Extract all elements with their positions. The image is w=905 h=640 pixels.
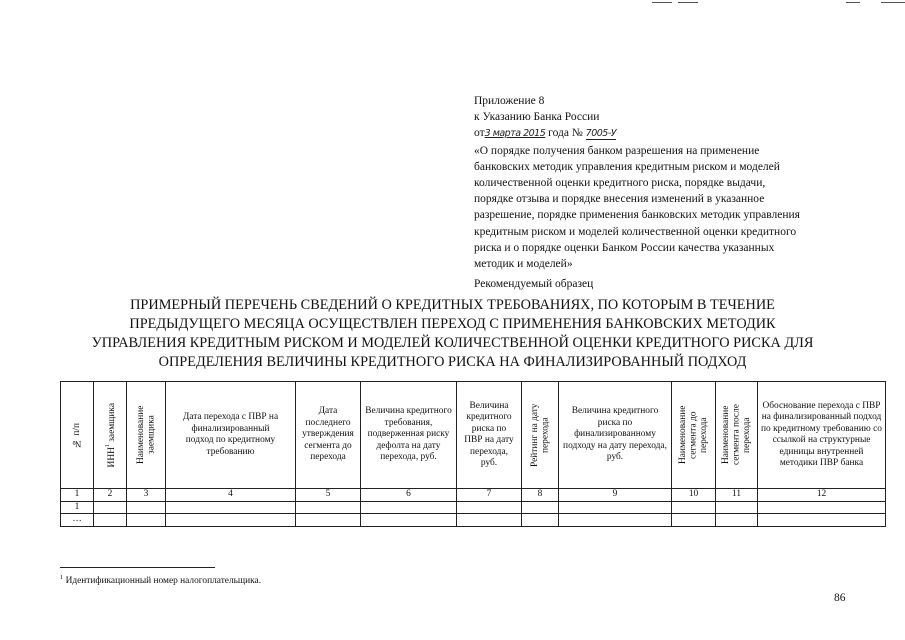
table-cell bbox=[559, 514, 672, 527]
appendix-quote-line: кредитным риском и моделей количественной оценки кредитного bbox=[474, 225, 797, 238]
inn-label-suffix: заемщика bbox=[106, 402, 117, 444]
handwritten-number: 7005-У bbox=[585, 128, 617, 140]
header-finalized-credit-risk: Величина кредитного риска по финализированному подходу на дату перехода, руб. bbox=[563, 406, 667, 463]
header-cell bbox=[758, 382, 886, 489]
header-cell bbox=[296, 382, 361, 489]
table-cell bbox=[522, 514, 559, 527]
table-cell bbox=[672, 501, 716, 514]
header-cell bbox=[61, 382, 94, 489]
column-number: 4 bbox=[166, 489, 296, 502]
header-rating: Рейтинг на дату перехода bbox=[529, 403, 550, 467]
header-cell bbox=[457, 382, 522, 489]
column-number: 10 bbox=[672, 489, 716, 502]
recommended-sample-label: Рекомендуемый образец bbox=[474, 278, 594, 290]
scan-mark bbox=[881, 2, 905, 3]
table-cell bbox=[716, 514, 758, 527]
table-cell bbox=[296, 514, 361, 527]
appendix-quote-line: банковских методик управления кредитным риском и моделей bbox=[474, 160, 780, 173]
row-number: … bbox=[61, 514, 94, 527]
footnote-separator bbox=[60, 567, 215, 568]
appendix-quote-line: риска и о порядке оценки Банком России качества указанных bbox=[474, 241, 775, 254]
date-mid: года № bbox=[545, 127, 586, 140]
appendix-date-line bbox=[474, 125, 874, 142]
table-cell bbox=[522, 501, 559, 514]
footnote-number: 1 bbox=[60, 574, 64, 581]
header-cell bbox=[522, 382, 559, 489]
table-cell bbox=[361, 501, 457, 514]
credit-claims-table bbox=[60, 381, 886, 527]
table-cell bbox=[559, 501, 672, 514]
table-cell bbox=[94, 501, 127, 514]
table-cell bbox=[361, 514, 457, 527]
header-irb-credit-risk: Величина кредитного риска по ПВР на дату перехода, руб. bbox=[464, 400, 514, 468]
header-segment-after: Наименование сегмента после перехода bbox=[720, 404, 752, 466]
column-number: 1 bbox=[61, 489, 94, 502]
appendix-quote-line: порядке отзыва и порядке внесения изменений в указанное bbox=[474, 193, 765, 206]
header-inn bbox=[103, 403, 118, 467]
document-title bbox=[40, 296, 865, 372]
table-cell bbox=[457, 501, 522, 514]
scan-mark bbox=[652, 2, 672, 3]
table-cell bbox=[758, 501, 886, 514]
table-cell bbox=[127, 514, 166, 527]
header-cell bbox=[559, 382, 672, 489]
column-number: 3 bbox=[127, 489, 166, 502]
footnote bbox=[60, 574, 261, 586]
table-row bbox=[61, 514, 886, 527]
header-exposure-at-default: Величина кредитного требования, подверженная риску дефолта на дату перехода, руб. bbox=[365, 406, 452, 463]
header-cell bbox=[716, 382, 758, 489]
table-cell bbox=[296, 501, 361, 514]
table-cell bbox=[672, 514, 716, 527]
table-cell bbox=[716, 501, 758, 514]
table-cell bbox=[166, 514, 296, 527]
title-line: УПРАВЛЕНИЯ КРЕДИТНЫМ РИСКОМ И МОДЕЛЕЙ КОЛИЧЕСТВЕННОЙ ОЦЕНКИ КРЕДИТНОГО РИСКА ДЛЯ bbox=[91, 335, 814, 351]
footnote-text: Идентификационный номер налогоплательщика. bbox=[63, 576, 262, 587]
row-number: 1 bbox=[61, 501, 94, 514]
table-cell bbox=[94, 514, 127, 527]
appendix-reference: к Указанию Банка России bbox=[474, 111, 600, 124]
table-cell bbox=[758, 514, 886, 527]
inn-label: ИНН bbox=[106, 446, 117, 468]
title-line: ПРЕДЫДУЩЕГО МЕСЯЦА ОСУЩЕСТВЛЕН ПЕРЕХОД С ПРИМЕНЕНИЯ БАНКОВСКИХ МЕТОДИК bbox=[129, 316, 776, 332]
column-number: 12 bbox=[758, 489, 886, 502]
header-row-number: № п/п bbox=[71, 422, 82, 448]
header-borrower-name: Наименование заемщика bbox=[135, 405, 156, 465]
header-cell bbox=[94, 382, 127, 489]
column-number: 9 bbox=[559, 489, 672, 502]
header-transition-date: Дата перехода с ПВР на финализированный подход по кредитному требованию bbox=[182, 412, 279, 457]
column-number: 5 bbox=[296, 489, 361, 502]
column-number: 6 bbox=[361, 489, 457, 502]
scan-mark bbox=[846, 2, 860, 3]
title-line: ОПРЕДЕЛЕНИЯ ВЕЛИЧИНЫ КРЕДИТНОГО РИСКА НА ФИНАЛИЗИРОВАННЫЙ ПОДХОД bbox=[158, 354, 747, 370]
title-line: ПРИМЕРНЫЙ ПЕРЕЧЕНЬ СВЕДЕНИЙ О КРЕДИТНЫХ ТРЕБОВАНИЯХ, ПО КОТОРЫМ В ТЕЧЕНИЕ bbox=[130, 297, 775, 313]
appendix-header bbox=[474, 93, 874, 272]
date-prefix: от bbox=[474, 127, 485, 140]
table-cell bbox=[127, 501, 166, 514]
header-justification: Обоснование перехода с ПВР на финализированный подход по кредитному требованию со ссылкой на структурные единицы внутренней методики ПВР банка bbox=[761, 400, 882, 468]
appendix-quote-line: «О порядке получения банком разрешения на применение bbox=[474, 144, 760, 157]
appendix-number: Приложение 8 bbox=[474, 95, 545, 107]
table-header-row bbox=[61, 382, 886, 489]
table-row bbox=[61, 501, 886, 514]
appendix-quote-line: методик и моделей» bbox=[474, 258, 573, 271]
header-cell bbox=[166, 382, 296, 489]
column-number: 11 bbox=[716, 489, 758, 502]
column-number: 2 bbox=[94, 489, 127, 502]
handwritten-date: 3 марта 2015 bbox=[484, 128, 546, 140]
header-cell bbox=[127, 382, 166, 489]
header-cell bbox=[361, 382, 457, 489]
footnote-marker: 1 bbox=[104, 443, 111, 447]
header-segment-approval-date: Дата последнего утверждения сегмента до перехода bbox=[302, 406, 354, 463]
column-number: 8 bbox=[522, 489, 559, 502]
table-cell bbox=[166, 501, 296, 514]
header-cell bbox=[672, 382, 716, 489]
column-number: 7 bbox=[457, 489, 522, 502]
header-segment-before: Наименование сегмента до перехода bbox=[677, 405, 709, 465]
scan-mark bbox=[678, 2, 698, 3]
appendix-quote-line: количественной оценки кредитного риска, порядке выдачи, bbox=[474, 177, 766, 190]
table-cell bbox=[457, 514, 522, 527]
page-number: 86 bbox=[834, 592, 846, 604]
column-number-row bbox=[61, 489, 886, 502]
appendix-quote-line: разрешение, порядке применения банковских методик управления bbox=[474, 209, 800, 222]
